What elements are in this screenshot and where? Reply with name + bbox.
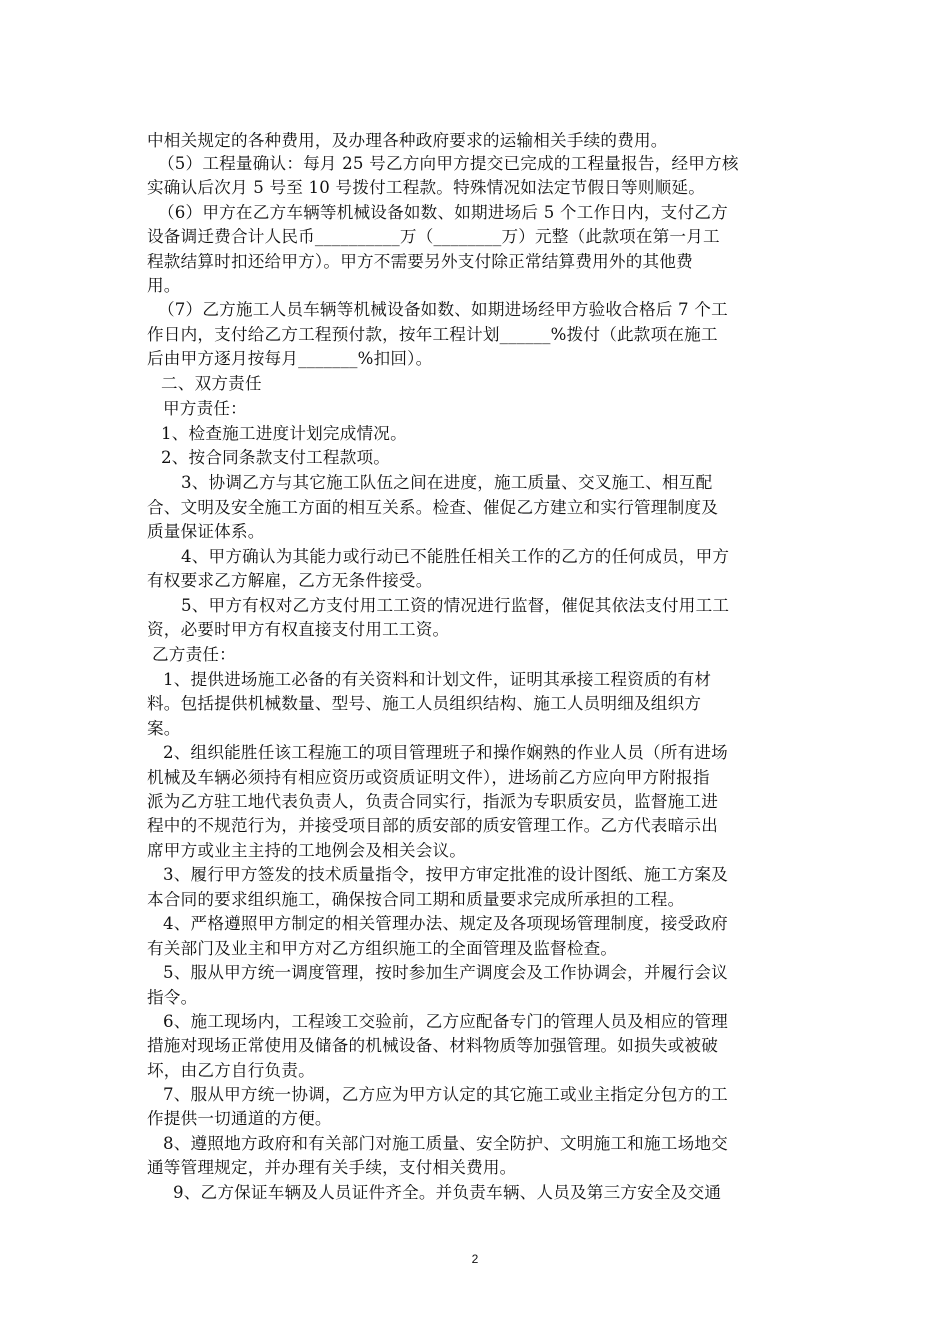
text-line: 4、甲方确认为其能力或行动已不能胜任相关工作的乙方的任何成员，甲方 (181, 547, 730, 566)
text-line: （7）乙方施工人员车辆等机械设备如数、如期进场经甲方验收合格后 7 个工 (158, 300, 728, 319)
text-line: 通等管理规定，并办理有关手续，支付相关费用。 (147, 1158, 517, 1177)
text-line: 作日内，支付给乙方工程预付款，按年工程计划______%拨付（此款项在施工 (147, 325, 718, 344)
text-line: 6、施工现场内，工程竣工交验前，乙方应配备专门的管理人员及相应的管理 (163, 1012, 728, 1031)
text-line: 9、乙方保证车辆及人员证件齐全。并负责车辆、人员及第三方安全及交通 (173, 1183, 722, 1202)
text-line: 1、检查施工进度计划完成情况。 (161, 424, 407, 443)
text-line: 资，必要时甲方有权直接支付用工工资。 (147, 620, 450, 639)
text-line: 派为乙方驻工地代表负责人，负责合同实行，指派为专职质安员，监督施工进 (147, 792, 718, 811)
text-line: 指令。 (147, 988, 198, 1007)
text-line: 中相关规定的各种费用，及办理各种政府要求的运输相关手续的费用。 (147, 131, 668, 150)
text-line: 有权要求乙方解雇，乙方无条件接受。 (147, 571, 433, 590)
text-line: 8、遵照地方政府和有关部门对施工质量、安全防护、文明施工和施工场地交 (163, 1134, 728, 1153)
text-line: 甲方责任： (163, 399, 247, 418)
text-line: 案。 (147, 719, 181, 738)
text-line: 后由甲方逐月按每月_______%扣回）。 (147, 349, 433, 368)
text-line: 用。 (147, 276, 181, 295)
text-line: 5、服从甲方统一调度管理，按时参加生产调度会及工作协调会，并履行会议 (163, 963, 728, 982)
text-line: 设备调迁费合计人民币__________万（________万）元整（此款项在第一月工 (147, 227, 720, 246)
text-line: 程中的不规范行为，并接受项目部的质安部的质安管理工作。乙方代表暗示出 (147, 816, 718, 835)
text-line: 坏，由乙方自行负责。 (147, 1061, 315, 1080)
text-line: 机械及车辆必须持有相应资历或资质证明文件），进场前乙方应向甲方附报指 (147, 768, 710, 787)
text-line: 质量保证体系。 (147, 522, 265, 541)
text-line: 3、履行甲方签发的技术质量指令，按甲方审定批准的设计图纸、施工方案及 (163, 865, 728, 884)
text-line: 实确认后次月 5 号至 10 号拨付工程款。特殊情况如法定节假日等则顺延。 (147, 178, 705, 197)
text-line: 2、组织能胜任该工程施工的项目管理班子和操作娴熟的作业人员（所有进场 (163, 743, 728, 762)
text-line: 程款结算时扣还给甲方）。甲方不需要另外支付除正常结算费用外的其他费 (147, 252, 693, 271)
text-line: 合、文明及安全施工方面的相互关系。检查、催促乙方建立和实行管理制度及 (147, 498, 718, 517)
text-line: 乙方责任： (152, 645, 236, 664)
page-number: 2 (471, 1252, 479, 1266)
text-line: 二、双方责任 (161, 374, 262, 393)
text-line: 4、严格遵照甲方制定的相关管理办法、规定及各项现场管理制度，接受政府 (163, 914, 728, 933)
text-line: 3、协调乙方与其它施工队伍之间在进度，施工质量、交叉施工、相互配 (181, 473, 713, 492)
text-line: 席甲方或业主主持的工地例会及相关会议。 (147, 841, 467, 860)
text-line: 1、提供进场施工必备的有关资料和计划文件，证明其承接工程资质的有材 (163, 670, 712, 689)
text-line: 2、按合同条款支付工程款项。 (161, 448, 391, 467)
text-line: 有关部门及业主和甲方对乙方组织施工的全面管理及监督检查。 (147, 939, 618, 958)
text-line: （5）工程量确认：每月 25 号乙方向甲方提交已完成的工程量报告，经甲方核 (158, 154, 739, 173)
text-line: 料。包括提供机械数量、型号、施工人员组织结构、施工人员明细及组织方 (147, 694, 702, 713)
text-line: 措施对现场正常使用及储备的机械设备、材料物质等加强管理。如损失或被破 (147, 1036, 718, 1055)
text-line: 作提供一切通道的方便。 (147, 1109, 332, 1128)
text-line: 本合同的要求组织施工，确保按合同工期和质量要求完成所承担的工程。 (147, 890, 685, 909)
text-line: （6）甲方在乙方车辆等机械设备如数、如期进场后 5 个工作日内，支付乙方 (158, 203, 728, 222)
text-line: 5、甲方有权对乙方支付用工工资的情况进行监督，催促其依法支付用工工 (181, 596, 730, 615)
text-line: 7、服从甲方统一协调，乙方应为甲方认定的其它施工或业主指定分包方的工 (163, 1085, 728, 1104)
